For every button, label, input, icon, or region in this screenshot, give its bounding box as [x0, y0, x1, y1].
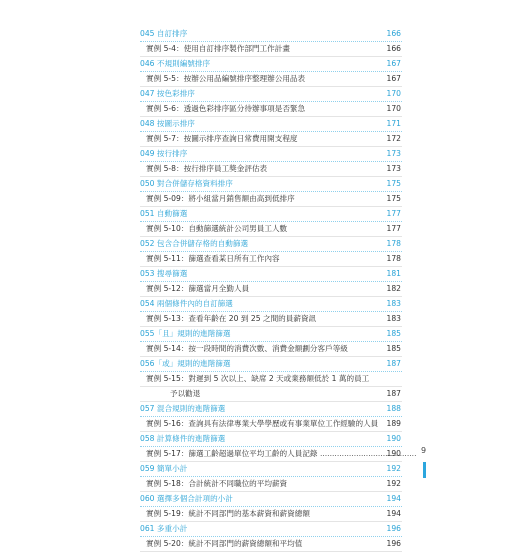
toc-example-row[interactable]: [140, 447, 402, 462]
toc-entry-title: 實例 5-16：查詢具有法律專業大學學歷或有事業單位工作經驗的人員: [146, 419, 379, 428]
toc-topic-row[interactable]: [140, 357, 402, 372]
toc-page-number: 166: [386, 29, 401, 38]
toc-entry-title: 047 按色彩排序: [140, 89, 195, 98]
toc-topic-row[interactable]: [140, 237, 402, 252]
toc-topic-row[interactable]: [140, 117, 402, 132]
toc-page-number: 194: [386, 494, 401, 503]
toc-page-number: 175: [386, 179, 401, 188]
table-of-contents: [140, 27, 402, 552]
toc-entry-title: 實例 5-11：篩選查看某日所有工作內容: [146, 254, 280, 263]
toc-page-number: 194: [386, 509, 401, 518]
toc-entry-title: 046 不規則編號排序: [140, 59, 211, 68]
toc-page-number: 167: [386, 74, 401, 83]
toc-entry-title: 054 兩個條件內的自訂篩選: [140, 299, 233, 308]
toc-example-row[interactable]: [140, 387, 402, 402]
toc-page-number: 189: [386, 419, 401, 428]
toc-page-number: 175: [386, 194, 401, 203]
toc-entry-title: 實例 5-14：按一段時間的消費次數、消費金額劃分客戶等級: [146, 344, 348, 353]
toc-example-row[interactable]: [140, 222, 402, 237]
toc-entry-title: 實例 5-15：對遲到 5 次以上、缺席 2 天或業務額低於 1 萬的員工: [146, 374, 370, 383]
toc-page-number: 178: [386, 254, 401, 263]
toc-page-number: 196: [386, 539, 401, 548]
toc-entry-title: 052 包含合併儲存格的自動篩選: [140, 239, 249, 248]
toc-entry-title: 實例 5-7：按圖示排序查詢日常費用開支程度: [146, 134, 298, 143]
toc-entry-title: 056「或」規則的進階篩選: [140, 359, 231, 368]
toc-page-number: 177: [386, 209, 401, 218]
toc-example-row[interactable]: [140, 537, 402, 552]
toc-page-number: 188: [386, 404, 401, 413]
toc-entry-title: 實例 5-17：篩選工齡超過單位平均工齡的人員記錄 .....: [140, 447, 417, 461]
toc-entry-title: 予以勸退: [170, 389, 201, 398]
toc-page-number: 185: [386, 329, 401, 338]
toc-example-row[interactable]: [140, 417, 402, 432]
toc-page-number: 183: [386, 314, 401, 323]
toc-entry-title: 實例 5-8：按行排序員工獎金評估表: [146, 164, 268, 173]
toc-topic-row[interactable]: [140, 27, 402, 42]
toc-example-row[interactable]: [140, 342, 402, 357]
toc-topic-row[interactable]: [140, 462, 402, 477]
toc-page-number: 190: [386, 434, 401, 443]
toc-entry-title: 059 簡單小計: [140, 464, 188, 473]
toc-page-number: 187: [386, 389, 401, 398]
toc-topic-row[interactable]: [140, 297, 402, 312]
toc-example-row[interactable]: [140, 132, 402, 147]
toc-topic-row[interactable]: [140, 327, 402, 342]
toc-example-row[interactable]: [140, 162, 402, 177]
toc-page-number: 182: [386, 284, 401, 293]
toc-example-row[interactable]: [140, 477, 402, 492]
toc-example-row[interactable]: [140, 282, 402, 297]
toc-entry-title: 實例 5-09：將小組當月銷售額由高到低排序: [146, 194, 295, 203]
toc-page-number: 167: [386, 59, 401, 68]
toc-topic-row[interactable]: [140, 177, 402, 192]
toc-page-number: 196: [386, 524, 401, 533]
toc-entry-title: 實例 5-18：合計統計不同職位的平均薪資: [146, 479, 288, 488]
toc-example-row[interactable]: [140, 312, 402, 327]
toc-entry-title: 061 多重小計: [140, 524, 188, 533]
toc-topic-row[interactable]: [140, 57, 402, 72]
toc-entry-title: 實例 5-4：使用自訂排序製作部門工作計畫: [146, 44, 290, 53]
toc-page-number: 166: [386, 44, 401, 53]
toc-page-number: 171: [386, 119, 401, 128]
toc-topic-row[interactable]: [140, 402, 402, 417]
toc-topic-row[interactable]: [140, 267, 402, 282]
toc-example-row[interactable]: [140, 72, 402, 87]
toc-topic-row[interactable]: [140, 147, 402, 162]
toc-topic-row[interactable]: [140, 432, 402, 447]
toc-page-number: 177: [386, 224, 401, 233]
toc-example-row[interactable]: [140, 252, 402, 267]
toc-page-number: 173: [386, 164, 401, 173]
toc-page-number: 190: [386, 449, 401, 458]
toc-page-number: 192: [386, 479, 401, 488]
toc-entry-title: 實例 5-10：自動篩選統計公司男員工人數: [146, 224, 288, 233]
toc-entry-title: 實例 5-20：統計不同部門的薪資總額和平均值: [146, 539, 303, 548]
toc-entry-title: 051 自動篩選: [140, 209, 188, 218]
toc-entry-title: 實例 5-6：透過色彩排序區分待辦事項是否緊急: [146, 104, 306, 113]
toc-entry-title: 實例 5-13：查看年齡在 20 到 25 之間的員薪資訊: [146, 314, 317, 323]
toc-topic-row[interactable]: [140, 87, 402, 102]
toc-entry-title: 實例 5-12：篩選當月全勤人員: [146, 284, 250, 293]
toc-entry-title: 055「且」規則的進階篩選: [140, 329, 231, 338]
toc-page-number: 187: [386, 359, 401, 368]
toc-page-number: 172: [386, 134, 401, 143]
toc-example-row[interactable]: [140, 102, 402, 117]
toc-entry-title: 049 按行排序: [140, 149, 188, 158]
toc-page-number: 173: [386, 149, 401, 158]
toc-entry-title: 048 按圖示排序: [140, 119, 195, 128]
toc-page-number: 183: [386, 299, 401, 308]
toc-entry-title: 053 搜尋篩選: [140, 269, 188, 278]
toc-page-number: 178: [386, 239, 401, 248]
toc-entry-title: 實例 5-19：統計不同部門的基本薪資和薪資總額: [146, 509, 310, 518]
toc-topic-row[interactable]: [140, 522, 402, 537]
toc-entry-title: 058 計算條件的進階篩選: [140, 434, 226, 443]
toc-entry-title: 實例 5-5：按辦公用品編號排序整理辦公用品表: [146, 74, 306, 83]
toc-page-number: 185: [386, 344, 401, 353]
toc-entry-title: 045 自訂排序: [140, 29, 188, 38]
toc-example-row[interactable]: [140, 372, 402, 387]
toc-entry-title: 050 對合併儲存格資料排序: [140, 179, 233, 188]
page-number: 9: [421, 446, 427, 455]
toc-example-row[interactable]: [140, 42, 402, 57]
toc-page-number: 170: [386, 104, 401, 113]
toc-topic-row[interactable]: [140, 207, 402, 222]
page-marker-bar: [423, 462, 426, 478]
toc-example-row[interactable]: [140, 507, 402, 522]
toc-page-number: 170: [386, 89, 401, 98]
toc-entry-title: 060 選擇多個合計項的小計: [140, 494, 233, 503]
toc-entry-title: 057 混合規則的進階篩選: [140, 404, 226, 413]
toc-page-number: 181: [386, 269, 401, 278]
toc-example-row[interactable]: [140, 192, 402, 207]
toc-page-number: 192: [386, 464, 401, 473]
